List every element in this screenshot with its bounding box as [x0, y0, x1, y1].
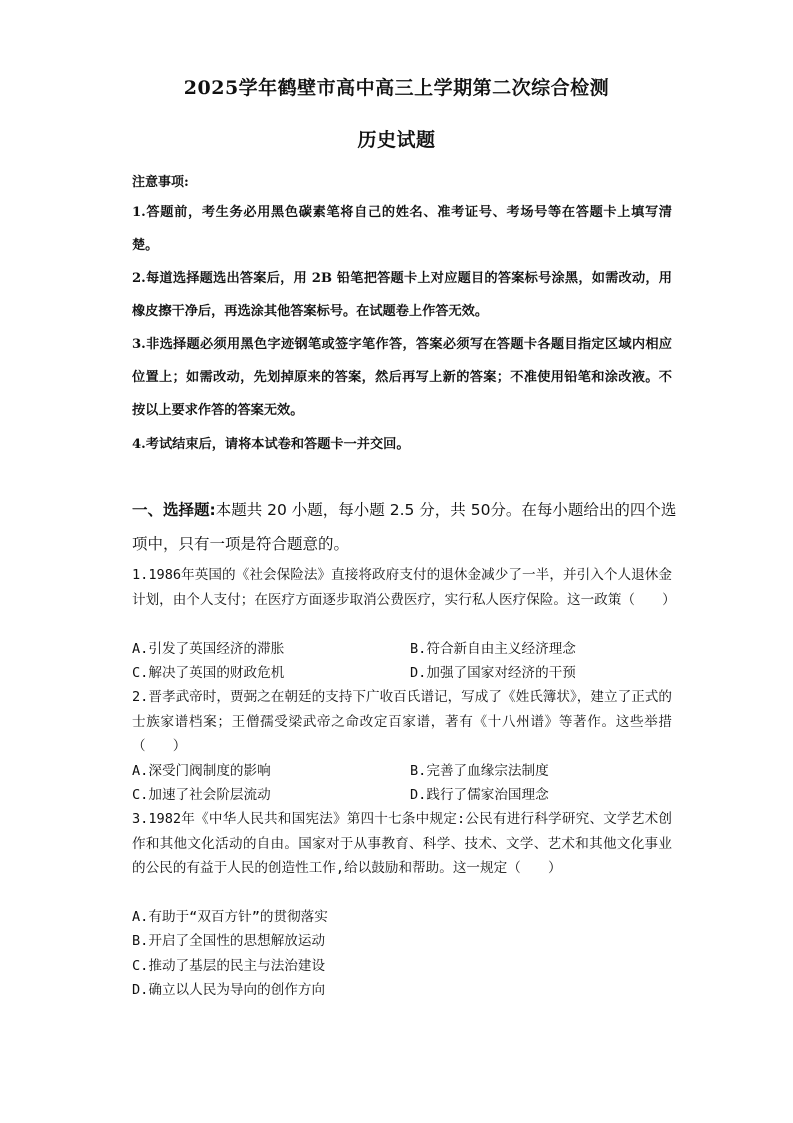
notes-heading: 注意事项:	[132, 175, 189, 190]
note-item-4: 4.考试结束后，请将本试卷和答题卡一并交回。	[132, 437, 410, 452]
question-1-option-c: C.解决了英国的财政危机	[132, 665, 285, 681]
question-3-option-a: A.有助于“双百方针”的贯彻落实	[132, 909, 328, 925]
question-1-option-a: A.引发了英国经济的滞胀	[132, 641, 285, 657]
question-1-stem: 1.1986年英国的《社会保险法》直接将政府支付的退休金减少了一半，并引入个人退休金计划，由个人支付；在医疗方面逐步取消公费医疗，实行私人医疗保险。这一政策（ ）	[132, 567, 676, 608]
question-1-option-d: D.加强了国家对经济的干预	[410, 665, 576, 681]
exam-subtitle: 历史试题	[357, 129, 436, 151]
note-item-1: 1.答题前，考生务必用黑色碳素笔将自己的姓名、准考证号、考场号等在答题卡上填写清楚。	[132, 205, 672, 253]
section-label: 一、选择题:	[132, 501, 216, 519]
question-3-option-c: C.推动了基层的民主与法治建设	[132, 958, 326, 974]
question-2-option-d: D.践行了儒家治国理念	[410, 787, 549, 803]
question-3-option-b: B.开启了全国性的思想解放运动	[132, 933, 326, 949]
question-3-option-d: D.确立以人民为导向的创作方向	[132, 982, 326, 998]
question-2-option-c: C.加速了社会阶层流动	[132, 787, 271, 803]
note-item-2: 2.每道选择题选出答案后，用 2B 铅笔把答题卡上对应题目的答案标号涂黑，如需改动，用橡皮擦干净后，再选涂其他答案标号。在试题卷上作答无效。	[132, 271, 672, 319]
question-2-stem: 2.晋孝武帝时，贾弼之在朝廷的支持下广收百氏谱记，写成了《姓氏簿状》，建立了正式的士族家谱档案；王僧孺受梁武帝之命改定百家谱，著有《十八州谱》等著作。这些举措（ ）	[132, 689, 672, 754]
section-heading	[132, 493, 677, 561]
question-1-option-b: B.符合新自由主义经济理念	[410, 641, 576, 657]
exam-title: 2025学年鹤壁市高中高三上学期第二次综合检测	[183, 77, 610, 99]
note-item-3: 3.非选择题必须用黑色字迹钢笔或签字笔作答，答案必须写在答题卡各题目指定区域内相应位置上；如需改动，先划掉原来的答案，然后再写上新的答案；不准使用铅笔和涂改液。不按以上要求作答的答案无效。	[132, 337, 672, 418]
question-3-stem: 3.1982年《中华人民共和国宪法》第四十七条中规定:公民有进行科学研究、文学艺术创作和其他文化活动的自由。国家对于从事教育、科学、技术、文学、艺术和其他文化事业的公民的有益于人民的创造性工作,给以鼓励和帮助。这一规定（ ）	[132, 811, 672, 876]
question-2-option-a: A.深受门阀制度的影响	[132, 763, 271, 779]
section-text: 本题共 20 小题，每小题 2.5 分，共 50分。在每小题给出的四个选项中，只有一项是符合题意的。	[132, 501, 677, 553]
question-2-option-b: B.完善了血缘宗法制度	[410, 763, 549, 779]
